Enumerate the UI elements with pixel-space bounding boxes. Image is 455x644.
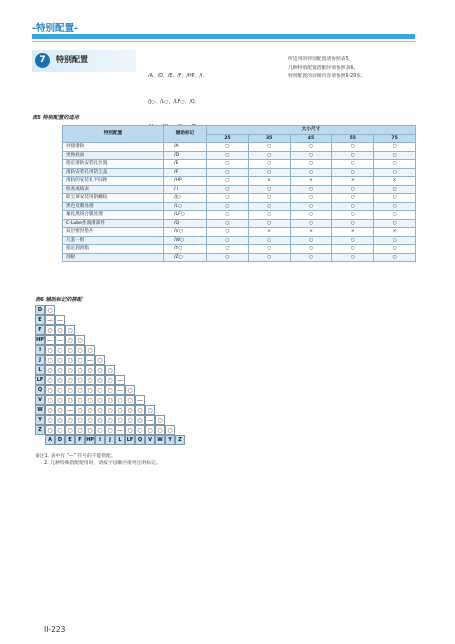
column-label: D — [55, 435, 65, 445]
availability-mark: ○ — [374, 168, 416, 177]
table-row — [63, 168, 416, 177]
matrix-cell: ○ — [115, 415, 125, 425]
availability-mark: ○ — [207, 160, 249, 169]
special-config-name: 几套一组 — [63, 236, 164, 245]
availability-mark: ○ — [332, 194, 374, 203]
matrix-cell: ○ — [95, 405, 105, 415]
table5-applicability — [62, 125, 416, 262]
codes-line: /J○、/L○、/LF○、/Q、 — [148, 99, 200, 105]
matrix-cell: ○ — [85, 425, 95, 435]
row-label: HP — [36, 337, 44, 343]
availability-mark: ○ — [332, 185, 374, 194]
supplement-code: /L○ — [164, 202, 207, 211]
matrix-cell: ○ — [45, 365, 55, 375]
table-row — [63, 194, 416, 203]
matrix-cell: ○ — [55, 325, 65, 335]
special-config-name: 指定润滑脂 — [63, 245, 164, 254]
availability-mark: ○ — [207, 236, 249, 245]
matrix-cell: ○ — [55, 355, 65, 365]
availability-mark: ○ — [332, 219, 374, 228]
matrix-cell: ○ — [55, 365, 65, 375]
special-config-name: 更换底面 — [63, 151, 164, 160]
matrix-cell: ○ — [125, 385, 135, 395]
matrix-cell: ○ — [145, 425, 155, 435]
matrix-cell: ○ — [65, 395, 75, 405]
matrix-cell: ○ — [75, 425, 85, 435]
matrix-cell: ○ — [45, 305, 55, 315]
row-label: D — [35, 305, 45, 315]
matrix-cell: ○ — [55, 345, 65, 355]
availability-mark: × — [290, 177, 332, 186]
special-config-name: C-Lube作润滑部件 — [63, 219, 164, 228]
matrix-cell: ○ — [125, 425, 135, 435]
matrix-cell: ○ — [45, 385, 55, 395]
supplement-code: /V○ — [164, 228, 207, 237]
table6-caption: 表6 辅助标记的搭配 — [35, 297, 82, 303]
availability-mark: × — [374, 177, 416, 186]
table-row — [63, 143, 416, 152]
availability-mark: ○ — [290, 211, 332, 220]
matrix-cell: ○ — [125, 405, 135, 415]
availability-mark: ○ — [207, 228, 249, 237]
matrix-cell: ○ — [95, 365, 105, 375]
availability-mark: ○ — [374, 143, 416, 152]
row-label: F — [35, 325, 45, 335]
matrix-cell: ○ — [75, 375, 85, 385]
table-row — [63, 151, 416, 160]
matrix-cell: ○ — [75, 395, 85, 405]
availability-mark: ○ — [290, 143, 332, 152]
table-row — [63, 253, 416, 262]
availability-mark: ○ — [290, 219, 332, 228]
availability-mark: ○ — [207, 194, 249, 203]
matrix-cell: ○ — [105, 425, 115, 435]
row-label: J — [35, 355, 45, 365]
availability-mark: ○ — [374, 253, 416, 262]
availability-mark: ○ — [248, 219, 290, 228]
column-label: F — [75, 435, 85, 445]
table-row — [63, 219, 416, 228]
matrix-cell: ○ — [75, 405, 85, 415]
supplement-code: /Y○ — [164, 245, 207, 254]
matrix-cell: ○ — [45, 375, 55, 385]
special-config-name: 对接滑轨 — [63, 143, 164, 152]
matrix-cell: ○ — [75, 355, 85, 365]
matrix-cell: ○ — [45, 325, 55, 335]
matrix-cell: ○ — [115, 395, 125, 405]
matrix-cell: ○ — [75, 335, 85, 345]
availability-mark: × — [332, 228, 374, 237]
matrix-cell: ○ — [75, 385, 85, 395]
availability-mark: ○ — [290, 185, 332, 194]
column-label: A — [45, 435, 55, 445]
special-config-name: 滑轨的安装孔半间距 — [63, 177, 164, 186]
matrix-cell: ○ — [155, 415, 165, 425]
availability-mark: ○ — [374, 202, 416, 211]
availability-mark: ○ — [248, 194, 290, 203]
availability-mark: ○ — [374, 185, 416, 194]
matrix-cell: ○ — [55, 395, 65, 405]
availability-mark: ○ — [290, 151, 332, 160]
table-row — [63, 236, 416, 245]
special-config-name: 防尘罩安装用阴螺纹 — [63, 194, 164, 203]
table-row — [63, 202, 416, 211]
header-bar — [32, 34, 415, 39]
matrix-cell: ○ — [155, 425, 165, 435]
availability-mark: ○ — [290, 202, 332, 211]
section-notes — [288, 56, 366, 82]
matrix-cell: — — [47, 337, 53, 344]
size-header: 55 — [332, 134, 374, 143]
matrix-cell: ○ — [85, 405, 95, 415]
availability-mark: ○ — [332, 151, 374, 160]
availability-mark: ○ — [374, 211, 416, 220]
availability-mark: ○ — [332, 236, 374, 245]
matrix-cell: ○ — [55, 405, 65, 415]
col-header-code: 辅助标记 — [164, 126, 207, 143]
special-config-name: 黑色反膜处理 — [63, 202, 164, 211]
matrix-cell: ○ — [105, 415, 115, 425]
matrix-cell: ○ — [55, 415, 65, 425]
matrix-cell: — — [137, 397, 143, 404]
availability-mark: ○ — [332, 202, 374, 211]
availability-mark: × — [290, 228, 332, 237]
row-label: Q — [35, 385, 45, 395]
page-number: II-223 — [44, 625, 66, 634]
row-label: Z — [35, 425, 45, 435]
availability-mark: ○ — [248, 185, 290, 194]
column-label: J — [105, 435, 115, 445]
matrix-cell: — — [147, 417, 153, 424]
table-row — [63, 177, 416, 186]
availability-mark: ○ — [248, 168, 290, 177]
availability-mark: ○ — [207, 211, 249, 220]
availability-mark: ○ — [332, 245, 374, 254]
row-label: V — [35, 395, 45, 405]
matrix-cell: ○ — [65, 345, 75, 355]
matrix-cell: ○ — [65, 375, 75, 385]
supplement-code: /W○ — [164, 236, 207, 245]
availability-mark: × — [248, 228, 290, 237]
row-label: E — [35, 315, 45, 325]
matrix-cell: ○ — [85, 375, 95, 385]
row-label: I — [35, 345, 45, 355]
matrix-cell: ○ — [65, 325, 75, 335]
column-label: Z — [175, 435, 185, 445]
row-label: LF — [36, 377, 44, 383]
availability-mark: ○ — [332, 168, 374, 177]
section-heading — [32, 50, 136, 72]
matrix-cell: ○ — [135, 425, 145, 435]
matrix-cell: ○ — [45, 355, 55, 365]
section-title: 特别配置 — [56, 55, 88, 64]
supplement-code: /F — [164, 168, 207, 177]
codes-line: /A、/D、/E、/F、/HP、/I、 — [148, 74, 208, 79]
column-label: Y — [165, 435, 175, 445]
availability-mark: ○ — [332, 253, 374, 262]
matrix-cell: ○ — [55, 375, 65, 385]
matrix-cell: ○ — [125, 415, 135, 425]
matrix-cell: ○ — [45, 425, 55, 435]
availability-mark: ○ — [248, 151, 290, 160]
size-header: 45 — [290, 134, 332, 143]
availability-mark: ○ — [207, 168, 249, 177]
row-label: W — [35, 405, 45, 415]
availability-mark: ○ — [207, 151, 249, 160]
matrix-cell: ○ — [55, 425, 65, 435]
table-row — [63, 228, 416, 237]
availability-mark: ○ — [207, 245, 249, 254]
matrix-cell: — — [117, 387, 123, 394]
matrix-cell: ○ — [85, 415, 95, 425]
matrix-cell: ○ — [45, 345, 55, 355]
table-row — [63, 185, 416, 194]
availability-mark: ○ — [374, 151, 416, 160]
matrix-cell: ○ — [75, 415, 85, 425]
matrix-cell: ○ — [105, 385, 115, 395]
availability-mark: ○ — [374, 236, 416, 245]
table5-caption: 表5 特别配置的适用 — [32, 115, 79, 121]
matrix-cell: ○ — [165, 425, 175, 435]
table-row — [63, 160, 416, 169]
availability-mark: ○ — [374, 194, 416, 203]
column-label: E — [65, 435, 75, 445]
matrix-cell: ○ — [125, 395, 135, 405]
availability-mark: ○ — [332, 160, 374, 169]
matrix-cell: ○ — [55, 385, 65, 395]
special-config-name: 滑轨安装孔用防尘盖 — [63, 168, 164, 177]
supplement-code: /LF○ — [164, 211, 207, 220]
availability-mark: ○ — [248, 143, 290, 152]
matrix-cell: — — [57, 317, 63, 324]
matrix-cell: ○ — [95, 355, 105, 365]
availability-mark: ○ — [290, 245, 332, 254]
col-header-special: 特别配置 — [63, 126, 164, 143]
special-config-name: 氟化黑铬合膜处理 — [63, 211, 164, 220]
matrix-cell: ○ — [45, 395, 55, 405]
availability-mark: ○ — [374, 219, 416, 228]
column-label: Q — [135, 435, 145, 445]
matrix-cell: ○ — [135, 405, 145, 415]
table-row — [63, 245, 416, 254]
column-label: LF — [126, 437, 134, 443]
matrix-cell: ○ — [85, 395, 95, 405]
matrix-cell: ○ — [85, 345, 95, 355]
col-header-size: 大小尺寸 — [207, 126, 416, 135]
matrix-cell: ○ — [65, 365, 75, 375]
availability-mark: ○ — [290, 194, 332, 203]
availability-mark: ○ — [248, 160, 290, 169]
supplement-code: /Q — [164, 219, 207, 228]
column-label: W — [155, 435, 165, 445]
supplement-code: /J○ — [164, 194, 207, 203]
matrix-cell: ○ — [65, 415, 75, 425]
matrix-cell: ○ — [75, 365, 85, 375]
section-number-badge: 7 — [35, 53, 50, 68]
matrix-cell: ○ — [65, 425, 75, 435]
header-divider — [32, 41, 415, 42]
matrix-cell: — — [117, 427, 123, 434]
availability-mark: ○ — [290, 236, 332, 245]
row-label: L — [35, 365, 45, 375]
page-header-title: -特别配置- — [32, 23, 78, 34]
matrix-cell: ○ — [65, 385, 75, 395]
matrix-cell: ○ — [65, 355, 75, 365]
matrix-cell: — — [57, 337, 63, 344]
matrix-cell: — — [117, 377, 123, 384]
availability-mark: ○ — [290, 168, 332, 177]
availability-mark: ○ — [207, 219, 249, 228]
table-row — [63, 211, 416, 220]
availability-mark: ○ — [374, 245, 416, 254]
supplement-code: /E — [164, 160, 207, 169]
matrix-cell: — — [87, 357, 93, 364]
matrix-cell: ○ — [135, 415, 145, 425]
matrix-cell: ○ — [75, 345, 85, 355]
matrix-cell: — — [67, 407, 73, 414]
matrix-cell: ○ — [95, 375, 105, 385]
special-config-name: 双层密封垫片 — [63, 228, 164, 237]
availability-mark: ○ — [248, 202, 290, 211]
column-label: L — [115, 435, 125, 445]
availability-mark: ○ — [248, 211, 290, 220]
matrix-cell: ○ — [105, 395, 115, 405]
matrix-cell: ○ — [105, 375, 115, 385]
availability-mark: ○ — [332, 211, 374, 220]
matrix-cell: ○ — [45, 405, 55, 415]
availability-mark: ○ — [207, 253, 249, 262]
matrix-cell: ○ — [105, 365, 115, 375]
availability-mark: × — [332, 177, 374, 186]
special-config-name: 刮板 — [63, 253, 164, 262]
availability-mark: ○ — [248, 236, 290, 245]
supplement-code: / I — [164, 185, 207, 194]
matrix-cell: ○ — [95, 425, 105, 435]
column-label: HP — [86, 437, 94, 443]
size-header: 25 — [207, 134, 249, 143]
note-line: 几种特别配置搭配时请参照表6。 — [288, 65, 359, 71]
special-config-name: 检查成绩表 — [63, 185, 164, 194]
row-label: Y — [35, 415, 45, 425]
supplement-code: /Z○ — [164, 253, 207, 262]
matrix-cell: ○ — [65, 335, 75, 345]
supplement-code: /A — [164, 143, 207, 152]
matrix-cell: ○ — [45, 415, 55, 425]
availability-mark: ○ — [207, 143, 249, 152]
column-label: I — [95, 435, 105, 445]
footnote: 备注1. 表中有 "—" 符号的不能搭配。 — [35, 454, 116, 459]
availability-mark: ○ — [248, 245, 290, 254]
footnote: 2. 几种特殊搭配使用时，请按字母顺序排列注明标记。 — [35, 461, 161, 466]
matrix-cell: ○ — [85, 385, 95, 395]
availability-mark: ○ — [248, 253, 290, 262]
column-label: V — [145, 435, 155, 445]
supplement-code: /HP — [164, 177, 207, 186]
availability-mark: × — [248, 177, 290, 186]
availability-mark: ○ — [207, 185, 249, 194]
size-header: 35 — [248, 134, 290, 143]
matrix-cell: ○ — [95, 385, 105, 395]
availability-mark: × — [374, 228, 416, 237]
availability-mark: ○ — [332, 143, 374, 152]
note-line: 特别配置的详细内容请参照II-29页。 — [288, 74, 366, 79]
availability-mark: ○ — [290, 253, 332, 262]
availability-mark: ○ — [290, 160, 332, 169]
availability-mark: ○ — [207, 202, 249, 211]
footnotes — [35, 453, 161, 467]
matrix-cell: ○ — [85, 365, 95, 375]
matrix-cell: ○ — [95, 395, 105, 405]
matrix-cell: — — [47, 317, 53, 324]
matrix-cell: ○ — [105, 405, 115, 415]
matrix-cell: ○ — [95, 415, 105, 425]
note-line: 所适用的特别配置请参照表5。 — [288, 57, 354, 62]
size-header: 75 — [374, 134, 416, 143]
matrix-cell: ○ — [115, 405, 125, 415]
special-config-name: 指定滑轨安装孔位置 — [63, 160, 164, 169]
availability-mark: ○ — [207, 177, 249, 186]
supplement-code: /D — [164, 151, 207, 160]
matrix-cell: ○ — [145, 405, 155, 415]
availability-mark: ○ — [374, 160, 416, 169]
